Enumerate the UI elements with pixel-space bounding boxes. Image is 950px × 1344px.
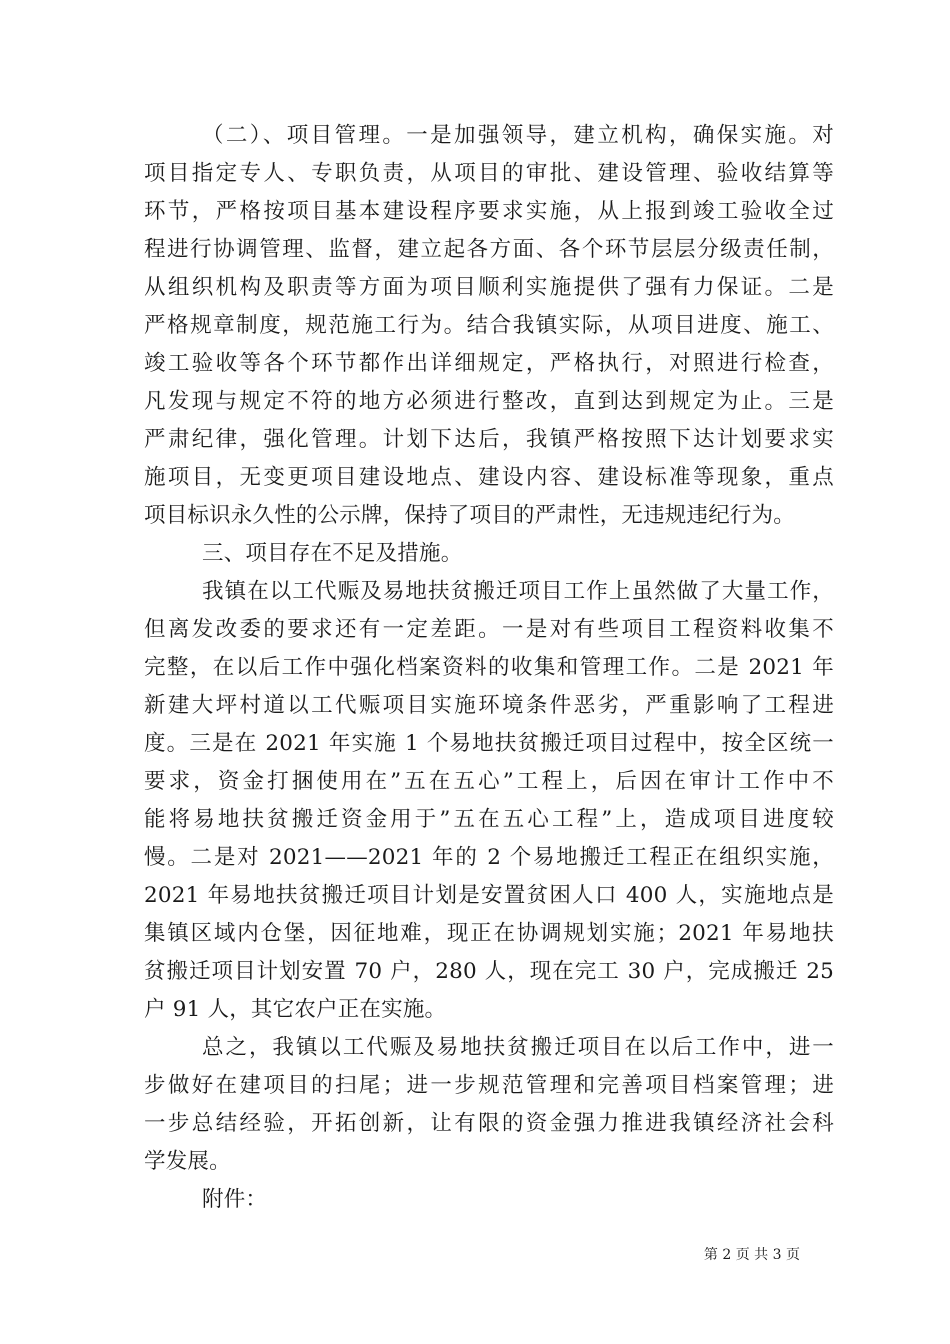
paragraph-line: 严格规章制度，规范施工行为。结合我镇实际，从项目进度、施工、 [144,313,834,338]
paragraph-line: 要求，资金打捆使用在”五在五心”工程上，后因在审计工作中不 [144,769,834,794]
paragraph-line: 贫搬迁项目计划安置 70 户，280 人，现在完工 30 户，完成搬迁 25 [144,959,834,984]
paragraph-line: 竣工验收等各个环节都作出详细规定，严格执行，对照进行检查， [144,351,834,376]
page-number: 第 2 页 共 3 页 [703,1247,800,1263]
paragraph-line: 项目指定专人、专职负责，从项目的审批、建设管理、验收结算等 [144,161,834,186]
paragraph-line: 严肃纪律，强化管理。计划下达后，我镇严格按照下达计划要求实 [144,427,834,452]
paragraph-line: 程进行协调管理、监督，建立起各方面、各个环节层层分级责任制， [144,237,834,262]
paragraph-line: 项目标识永久性的公示牌，保持了项目的严肃性，无违规违纪行为。 [144,503,796,528]
paragraph-line: 2021 年易地扶贫搬迁项目计划是安置贫困人口 400 人，实施地点是 [144,883,834,908]
paragraph-line: 施项目，无变更项目建设地点、建设内容、建设标准等现象，重点 [144,465,834,490]
section-heading: 三、项目存在不足及措施。 [202,541,463,566]
paragraph-line: 环节，严格按项目基本建设程序要求实施，从上报到竣工验收全过 [144,199,834,224]
paragraph-line: 慢。二是对 2021——2021 年的 2 个易地搬迁工程正在组织实施， [144,845,834,870]
paragraph-line: 步做好在建项目的扫尾；进一步规范管理和完善项目档案管理；进 [144,1073,834,1098]
paragraph-line: （二）、项目管理。一是加强领导，建立机构，确保实施。对 [202,123,834,148]
paragraph-line: 我镇在以工代赈及易地扶贫搬迁项目工作上虽然做了大量工作， [202,579,834,604]
paragraph-line: 集镇区域内仓堡，因征地难，现正在协调规划实施；2021 年易地扶 [144,921,834,946]
paragraph-line: 度。三是在 2021 年实施 1 个易地扶贫搬迁项目过程中，按全区统一 [144,731,834,756]
paragraph-line: 学发展。 [144,1149,231,1174]
paragraph-line: 能将易地扶贫搬迁资金用于”五在五心工程”上，造成项目进度较 [144,807,834,832]
paragraph-line: 但离发改委的要求还有一定差距。一是对有些项目工程资料收集不 [144,617,834,642]
paragraph-line: 新建大坪村道以工代赈项目实施环境条件恶劣，严重影响了工程进 [144,693,834,718]
paragraph-line: 一步总结经验，开拓创新，让有限的资金强力推进我镇经济社会科 [144,1111,834,1136]
paragraph-line: 凡发现与规定不符的地方必须进行整改，直到达到规定为止。三是 [144,389,834,414]
paragraph-line: 户 91 人，其它农户正在实施。 [144,997,447,1022]
paragraph-line: 从组织机构及职责等方面为项目顺利实施提供了强有力保证。二是 [144,275,834,300]
attachment-label: 附件： [202,1187,268,1212]
paragraph-line: 总之，我镇以工代赈及易地扶贫搬迁项目在以后工作中，进一 [202,1035,834,1060]
paragraph-line: 完整，在以后工作中强化档案资料的收集和管理工作。二是 2021 年 [144,655,834,680]
